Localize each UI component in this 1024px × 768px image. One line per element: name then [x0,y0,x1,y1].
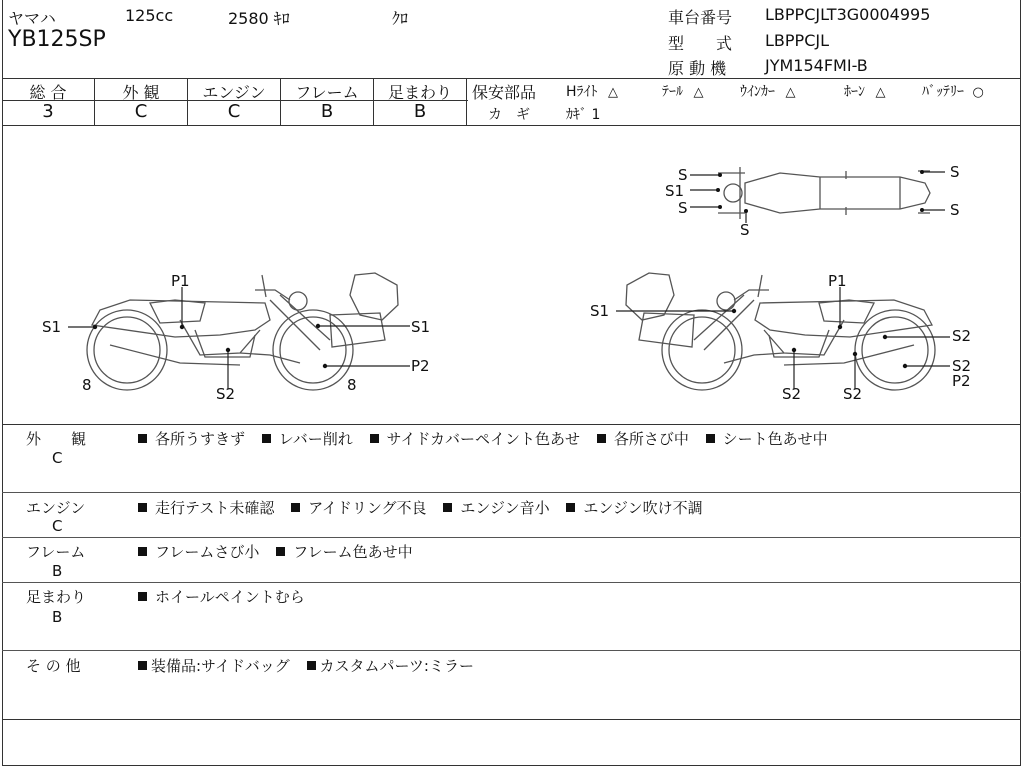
safety-battery [922,81,984,101]
safety-item-name: ﾊﾞｯﾃﾘｰ [922,84,964,100]
remark-label-frame: フレーム [26,543,86,561]
grade-value-suspension: B [413,101,427,122]
model-name: YB125SP [8,27,106,52]
maker: ヤマハ [8,9,56,28]
frame-no-label: 車台番号 [668,8,733,27]
remark-label-other: そ の 他 [26,657,81,675]
remark-item: シート色あせ中 [722,430,828,448]
mileage: 2580 ｷﾛ [228,9,290,28]
engine-value: JYM154FMI-B [765,56,868,75]
triangle-mark: △ [693,85,704,100]
label-p2: P2 [411,357,430,375]
safety-tail [662,81,703,101]
safety-item-name: ﾃｰﾙ [662,84,683,100]
remark-item: フレームさび小 [155,543,260,561]
remark-item: 走行テスト未確認 [155,499,275,517]
remark-grade-suspension: B [52,608,63,626]
remark-item: 各所うすきず [155,430,246,448]
type-label: 型 式 [668,34,733,53]
grade-value-frame: B [320,101,334,122]
label-s1-rear: S1 [42,318,62,336]
grid-line [2,424,1021,425]
grid-line [2,582,1021,583]
grade-label-frame: フレーム [295,83,359,102]
label-s-tr: S [950,163,960,181]
triangle-mark: △ [607,85,618,100]
safety-headlight [566,81,618,101]
remark-item: カスタムパーツ:ミラー [319,657,474,675]
remark-label-suspension: 足まわり [26,588,87,606]
label-s-bl: S [678,199,688,217]
label-s2-d: S2 [843,385,863,403]
label-s2-b: S2 [952,357,972,375]
safety-label: 保安部品 [472,83,537,102]
safety-winker [740,81,795,101]
right-bike-outline [626,273,935,390]
grade-label-overall: 総 合 [29,83,67,102]
remark-items-other [136,655,474,676]
remark-items-frame [136,541,413,562]
label-p2: P2 [952,372,971,390]
remark-items-exterior [136,428,828,449]
grade-label-engine: エンジン [202,83,266,102]
circle-mark: ○ [972,85,984,100]
remark-item: 装備品:サイドバッグ [151,657,290,675]
displacement: 125cc [125,6,174,25]
remark-item: エンジン音小 [460,499,550,517]
grid-line [2,719,1021,720]
remark-item: サイドカバーペイント色あせ [386,430,581,448]
label-s2: S2 [216,385,236,403]
label-s-tl: S [678,166,688,184]
remark-item: フレーム色あせ中 [293,543,413,561]
remark-item: 各所さび中 [613,430,689,448]
remark-grade-frame: B [52,562,63,580]
label-s-br: S [950,201,960,219]
remark-grade-exterior: C [52,449,63,467]
label-p1: P1 [171,272,190,290]
bike-diagram [0,125,1024,424]
safety-item-name: Hﾗｲﾄ [566,84,598,100]
grid-line [466,78,467,125]
key-label: カ ギ [488,107,530,123]
color: ｸﾛ [392,9,409,28]
safety-horn [844,81,885,101]
remark-items-engine [136,497,703,518]
remark-item: エンジン吹け不調 [583,499,703,517]
label-s2-a: S2 [952,327,972,345]
label-s1: S1 [665,182,685,200]
top-bike-outline [718,167,930,219]
safety-item-name: ﾎｰﾝ [844,84,865,100]
safety-item-name: ｳｲﾝｶｰ [740,84,775,100]
label-s-bottom: S [740,221,750,239]
grid-line [2,78,1021,79]
grade-value-overall: 3 [42,101,54,122]
label-8-front: 8 [347,376,357,394]
type-value: LBPPCJL [765,31,829,50]
engine-label: 原 動 機 [668,59,727,78]
triangle-mark: △ [785,85,796,100]
remark-item: ホイールペイントむら [155,588,305,606]
label-8-rear: 8 [82,376,92,394]
remark-items-suspension [136,586,305,607]
grid-line [2,650,1021,651]
remark-item: アイドリング不良 [308,499,427,517]
triangle-mark: △ [875,85,886,100]
label-s2-c: S2 [782,385,802,403]
grade-label-exterior: 外 観 [122,83,160,102]
frame-no: LBPPCJLT3G0004995 [765,5,931,24]
left-bike-outline [87,273,398,390]
label-s1-front: S1 [411,318,431,336]
remark-item: レバー削れ [278,430,353,448]
grid-line [2,537,1021,538]
grade-value-engine: C [227,101,241,122]
remark-label-engine: エンジン [26,499,86,517]
key-value: ｶｷﾞ 1 [566,107,601,123]
grade-value-exterior: C [134,101,148,122]
grid-line [2,492,1021,493]
label-s1: S1 [590,302,610,320]
grade-label-suspension: 足まわり [387,83,452,102]
remark-label-exterior: 外 観 [26,430,87,448]
label-p1: P1 [828,272,847,290]
remark-grade-engine: C [52,517,63,535]
